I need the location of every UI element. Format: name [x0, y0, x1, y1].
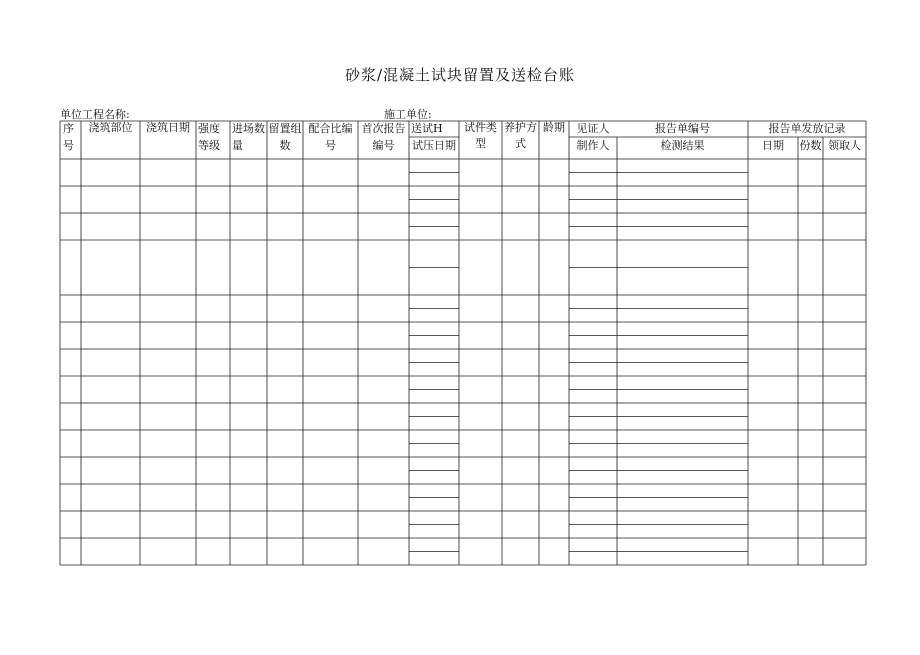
header-receiver: 领取人	[828, 139, 861, 152]
header-seq-1: 序	[63, 122, 74, 135]
header-witness: 见证人	[576, 122, 610, 135]
header-age: 龄期	[543, 121, 565, 134]
header-retain-2: 数	[279, 139, 291, 152]
header-copies: 份数	[799, 139, 822, 152]
header-send-date: 送试H	[411, 122, 443, 135]
header-mix-2: 号	[325, 139, 336, 152]
header-first-report-1: 首次报告	[361, 122, 406, 135]
header-specimen-2: 型	[475, 137, 486, 150]
header-test-result: 检测结果	[660, 139, 705, 152]
header-pour-part: 浇筑部位	[88, 121, 133, 134]
header-pour-date: 浇筑日期	[146, 121, 190, 134]
header-curing-1: 养护方	[504, 121, 537, 134]
header-issue-record: 报告单发放记录	[768, 122, 846, 135]
header-specimen-1: 试件类	[464, 121, 497, 134]
header-first-report-2: 编号	[372, 139, 395, 152]
header-strength-2: 等级	[198, 139, 220, 152]
header-strength-1: 强度	[198, 122, 220, 135]
header-seq-2: 号	[63, 139, 74, 152]
contractor-label: 施工单位:	[384, 108, 432, 121]
header-curing-2: 式	[515, 137, 526, 150]
project-name-label: 单位工程名称:	[60, 108, 130, 121]
header-entry-qty-2: 量	[232, 139, 243, 152]
header-mix-1: 配合比编	[308, 122, 353, 135]
header-entry-qty-1: 进场数	[232, 122, 265, 135]
header-press-date: 试压日期	[412, 139, 456, 152]
header-issue-date: 日期	[762, 139, 784, 152]
page-title: 砂浆/混凝土试块留置及送检台账	[344, 66, 576, 84]
header-maker: 制作人	[576, 139, 610, 152]
header-retain-1: 留置组	[268, 122, 302, 135]
header-report-no: 报告单编号	[655, 122, 710, 135]
